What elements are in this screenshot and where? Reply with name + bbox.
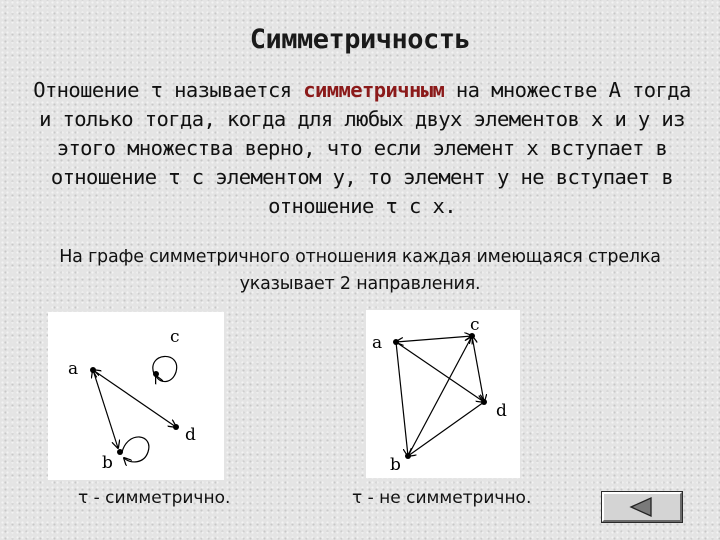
triangle-left-icon [604, 494, 680, 520]
node-d [173, 424, 179, 430]
edge-a-c [396, 336, 472, 342]
node-label-c: c [170, 327, 180, 347]
edge-a-d [93, 370, 176, 427]
definition-part-2: на множестве А тогда и только тогда, когда для любых двух элементов x и y из этого множества верно, что если элемент x вступает в отношение τ с элементом y, то элемент y не вступает в отношение τ с x. [39, 78, 691, 218]
node-label-b: b [102, 453, 113, 473]
edge-a-b [396, 342, 408, 456]
nonsymmetric-graph-drawing [366, 310, 520, 478]
node-a [393, 339, 399, 345]
node-d [481, 399, 487, 405]
back-button[interactable] [602, 492, 682, 522]
edge-a-b [93, 370, 118, 448]
node-label-d: d [185, 425, 196, 445]
edge-b-c [408, 336, 472, 456]
definition-highlight: симметричным [303, 78, 445, 102]
caption-nonsymmetric: τ - не симметрично. [352, 488, 532, 508]
node-label-c: c [470, 315, 480, 335]
edge-d-b [408, 402, 484, 456]
node-c [153, 371, 159, 377]
definition-text [28, 76, 696, 221]
loop-c [153, 356, 177, 381]
slide-title: Симметричность [249, 24, 471, 55]
edge-c-d [472, 336, 484, 402]
node-b [405, 453, 411, 459]
node-label-a: a [372, 333, 383, 353]
node-b [117, 449, 123, 455]
nonsymmetric-graph [366, 310, 520, 478]
graph-note: На графе симметричного отношения каждая имеющаяся стрелка указывает 2 направления. [59, 247, 661, 294]
symmetric-graph-drawing [48, 312, 224, 480]
loop-b [122, 437, 149, 462]
caption-symmetric: τ - симметрично. [78, 488, 231, 508]
node-label-a: a [68, 359, 79, 379]
definition-part-1: Отношение τ называется [33, 78, 304, 102]
node-a [90, 367, 96, 373]
symmetric-graph [48, 312, 224, 480]
node-label-d: d [496, 401, 507, 421]
node-label-b: b [390, 455, 401, 475]
edge-a-d [396, 342, 484, 402]
